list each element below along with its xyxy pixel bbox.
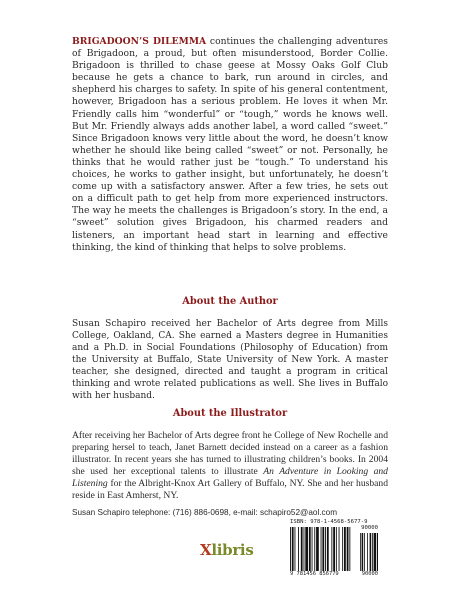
about-author-text: Susan Schapiro received her Bachelor of Arts degree from Mills College, Oakland, CA. She earned a Masters degree in Humanities and a Ph.D. in Social Foundations (Philosophy of Education) from the University at Buffalo, State University of New York. A master teacher, she designed, directed and taught a program in critical thinking and wrote related publications as well. She lives in Buffalo with her husband.: [72, 319, 388, 401]
price-code: 90000: [361, 525, 378, 531]
logo-rest: libris: [211, 541, 254, 559]
book-blurb: [72, 36, 388, 254]
ean-digits: 9 781456 856779: [290, 571, 339, 577]
xlibris-logo: [200, 541, 253, 559]
about-illustrator-text: [72, 430, 388, 502]
blurb-body: continues the challenging adventures of Brigadoon, a proud, but often misunderstood, Border Collie. Brigadoon is thrilled to chase geese at Mossy Oaks Golf Club because he gets a chance to bark, run around in circles, and shepherd his charges to safety. In spite of his general contentment, however, Brigadoon has a serious problem. He loves it when Mr. Friendly calls him “wonderful” or “tough,” words he knows well. But Mr. Friendly always adds another label, a word called “sweet.” Since Brigadoon knows very little about the word, he doesn’t know whether he should like being called “sweet” or not. Personally, he thinks that he would rather just be “tough.” To understand his choices, he works to gather insight, but unfortunately, he doesn’t come up with a satisfactory answer. After a few tries, he sets out on a difficult path to get help from more experienced instructors. The way he meets the challenges is Brigadoon’s story. In the end, a “sweet” solution gives Brigadoon, his charmed readers and listeners, an important head start in learning and effective thinking, the kind of thinking that helps to solve problems.: [72, 36, 388, 253]
barcode-digits: [290, 571, 378, 577]
book-title-lead: BRIGADOON’S DILEMMA: [72, 36, 207, 47]
about-illustrator-heading: About the Illustrator: [172, 408, 288, 419]
about-author-heading: About the Author: [182, 296, 278, 307]
isbn-number: ISBN: 978-1-4568-5677-9: [290, 519, 368, 525]
author-contact: Susan Schapiro telephone: (716) 886-0698, e-mail: schapiro52@aol.com: [72, 508, 338, 517]
addon-digits: 90000: [361, 571, 378, 577]
isbn-barcode: [290, 519, 378, 579]
illustrator-text-after: for the Albright-Knox Art Gallery of Buffalo, NY. She and her husband reside in East Amherst, NY.: [72, 478, 388, 501]
barcode-bars-icon: [290, 527, 378, 571]
illustrator-text-before: After receiving her Bachelor of Arts degree front he College of New Rochelle and preparing hersel to teach, Janet Barnett decided instead on a career as a fashion illustrator. In recent years she has turned to illustrating children’s books. In 2004 she used her exceptional talents to illustrate: [72, 430, 388, 477]
illustrated-book-title: An Adventure in Looking and Listening: [72, 466, 388, 489]
logo-x-letter: X: [200, 541, 212, 559]
